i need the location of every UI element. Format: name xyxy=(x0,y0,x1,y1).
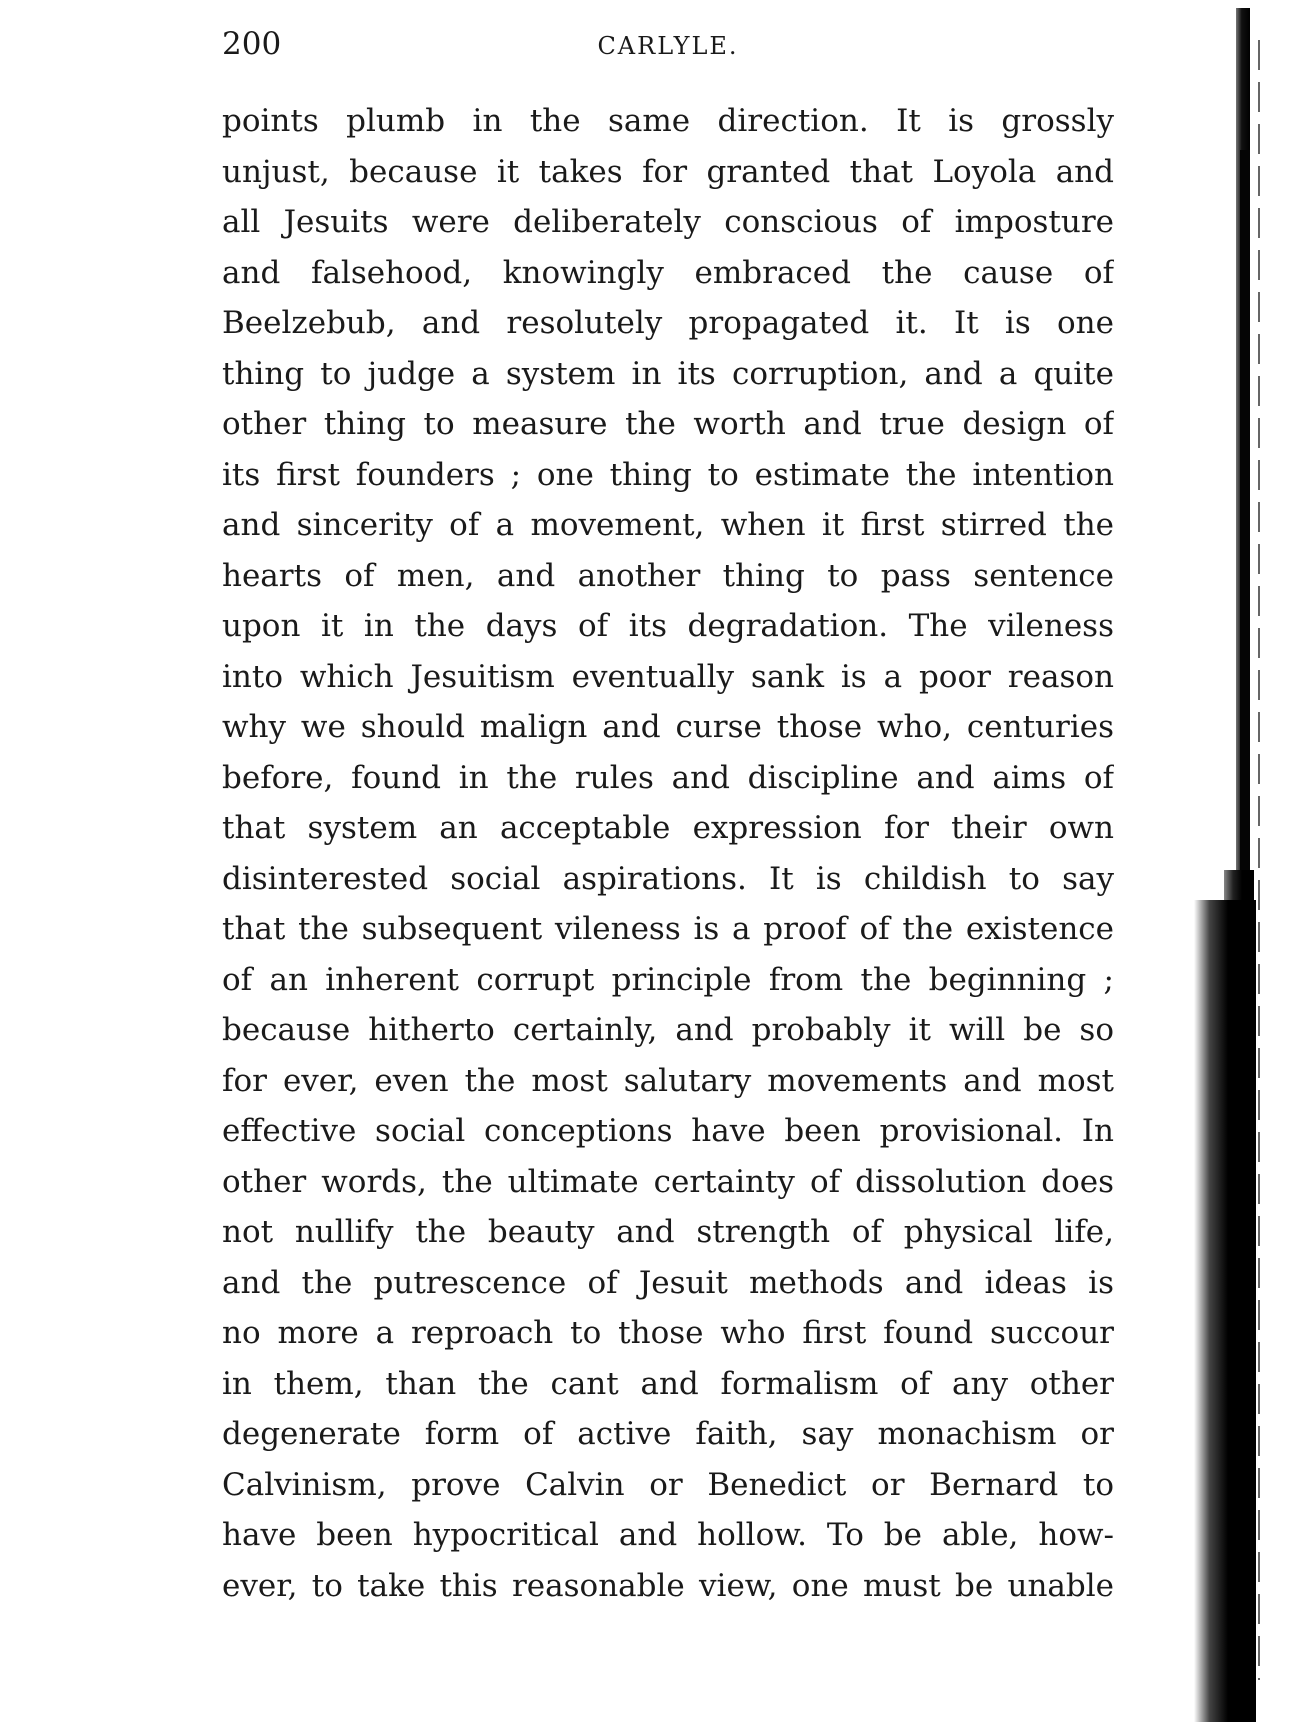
text-line: into which Jesuitism eventually sank is a poor reason xyxy=(222,658,1114,695)
text-line: effective social conceptions have been provisional. In xyxy=(222,1113,1114,1149)
text-line: points plumb in the same direction. It is grossly xyxy=(222,103,1114,139)
text-line: for ever, even the most salutary movements and most xyxy=(222,1062,1114,1099)
text-line: Beelzebub, and resolutely propagated it. It is one xyxy=(222,305,1114,341)
page-header xyxy=(222,22,1114,66)
text-line: why we should malign and curse those who, centuries xyxy=(222,709,1114,745)
running-title: CARLYLE. xyxy=(597,32,739,60)
text-line: other thing to measure the worth and true design of xyxy=(222,406,1114,442)
binding-edge-shadow xyxy=(1180,0,1300,1722)
text-line: disinterested social aspirations. It is childish to say xyxy=(222,860,1114,897)
body-text xyxy=(222,96,1114,1611)
text-line: in them, than the cant and formalism of any other xyxy=(222,1365,1114,1402)
text-line: hearts of men, and another thing to pass sentence xyxy=(222,557,1114,594)
text-line: ever, to take this reasonable view, one must be unable xyxy=(222,1567,1114,1604)
text-line: unjust, because it takes for granted that Loyola and xyxy=(222,153,1114,190)
text-line: other words, the ultimate certainty of dissolution does xyxy=(222,1163,1114,1200)
text-line: have been hypocritical and hollow. To be able, how- xyxy=(222,1517,1114,1553)
text-line: its first founders ; one thing to estimate the intention xyxy=(222,456,1114,493)
text-line: all Jesuits were deliberately conscious of imposture xyxy=(222,204,1114,240)
text-line: and falsehood, knowingly embraced the cause of xyxy=(222,254,1114,291)
text-line: that system an acceptable expression for their own xyxy=(222,810,1114,846)
text-line: thing to judge a system in its corruption, and a quite xyxy=(222,355,1114,392)
text-line: upon it in the days of its degradation. The vileness xyxy=(222,608,1114,644)
text-line: degenerate form of active faith, say monachism or xyxy=(222,1416,1114,1452)
text-line: no more a reproach to those who first found succour xyxy=(222,1315,1114,1351)
text-line: and the putrescence of Jesuit methods and ideas is xyxy=(222,1264,1114,1301)
text-line: and sincerity of a movement, when it first stirred the xyxy=(222,507,1114,543)
text-line: of an inherent corrupt principle from the beginning ; xyxy=(222,961,1114,998)
page-number: 200 xyxy=(222,26,282,62)
text-line: Calvinism, prove Calvin or Benedict or Bernard to xyxy=(222,1466,1114,1503)
text-line: before, found in the rules and discipline and aims of xyxy=(222,759,1114,796)
text-line: that the subsequent vileness is a proof of the existence xyxy=(222,911,1114,947)
text-line: not nullify the beauty and strength of physical life, xyxy=(222,1214,1114,1250)
text-line: because hitherto certainly, and probably it will be so xyxy=(222,1012,1114,1048)
